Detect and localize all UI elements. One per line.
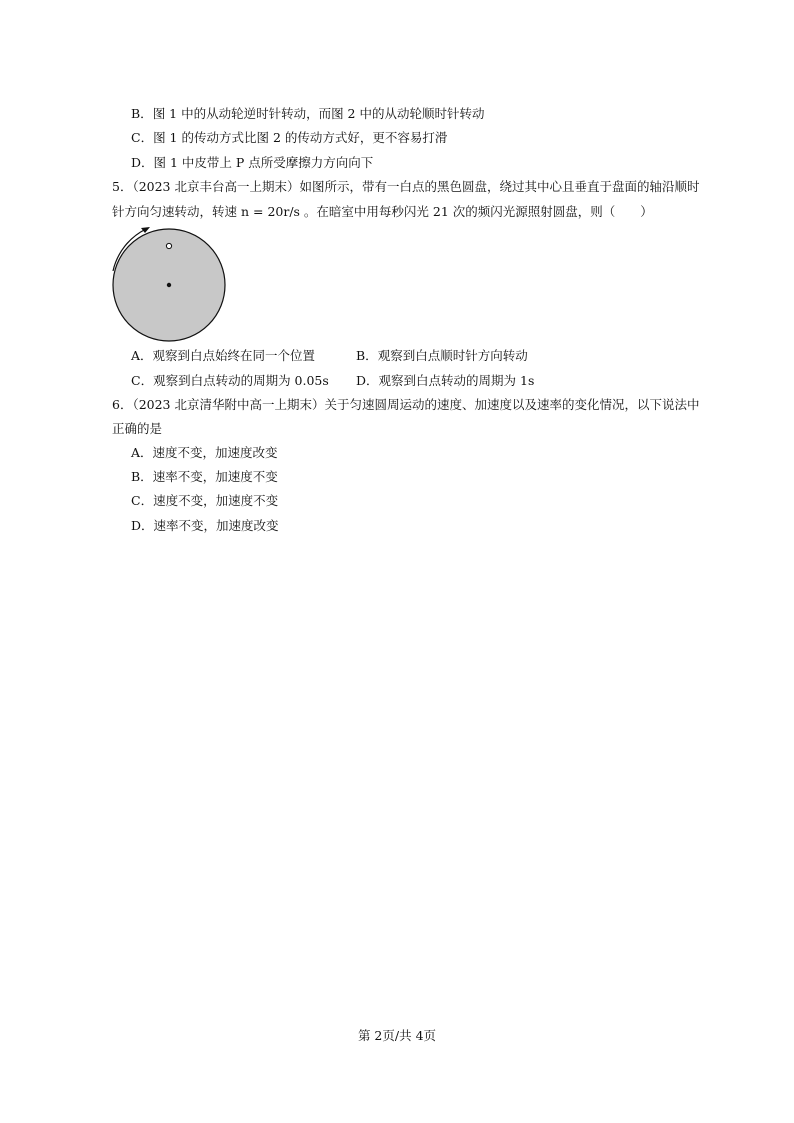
q5-option-b	[356, 348, 528, 364]
prev-option-b	[131, 106, 485, 122]
option-label: C．	[131, 493, 154, 508]
option-text: 图 1 中皮带上 P 点所受摩擦力方向向下	[153, 155, 374, 170]
q6-stem-line2	[112, 421, 162, 437]
option-text: 速度不变，加速度不变	[153, 493, 279, 508]
option-text: 图 1 中的从动轮逆时针转动，而图 2 中的从动轮顺时针转动	[152, 106, 485, 121]
q5-option-d	[356, 373, 534, 389]
q6-option-a	[131, 445, 278, 461]
option-label: D．	[131, 155, 154, 170]
page-number: 第 2页/共 4页	[357, 1028, 437, 1043]
white-spot	[166, 243, 171, 248]
q6-stem-line1	[112, 397, 700, 413]
question-text: 正确的是	[112, 421, 163, 436]
question-text: （2023 北京丰台高一上期末）如图所示，带有一白点的黑色圆盘，绕过其中心且垂直于盘面的轴沿顺时	[132, 179, 700, 194]
option-label: C．	[131, 373, 154, 388]
option-label: A．	[131, 348, 153, 363]
option-label: D．	[131, 518, 154, 533]
question-text: （2023 北京清华附中高一上期末）关于匀速圆周运动的速度、加速度以及速率的变化情况，以下说法中	[132, 397, 700, 412]
option-text: 图 1 的传动方式比图 2 的传动方式好，更不容易打滑	[153, 130, 448, 145]
option-label: D．	[356, 373, 379, 388]
q5-stem-line2	[112, 204, 653, 220]
q5-option-a	[131, 348, 315, 364]
option-text: 观察到白点顺时针方向转动	[377, 348, 528, 363]
prev-option-d	[131, 155, 373, 171]
question-number: 6．	[112, 397, 133, 412]
prev-option-c	[131, 130, 447, 146]
option-text: 速度不变，加速度改变	[152, 445, 278, 460]
option-label: B．	[131, 106, 153, 121]
option-label: C．	[131, 130, 154, 145]
option-text: 观察到白点转动的周期为 0.05s	[153, 373, 329, 388]
rotation-arrowhead-icon	[141, 227, 150, 233]
option-text: 速率不变，加速度改变	[153, 518, 279, 533]
option-label: B．	[131, 469, 153, 484]
option-label: B．	[356, 348, 378, 363]
q6-option-c	[131, 493, 278, 509]
q5-option-c	[131, 373, 329, 389]
question-text: 针方向匀速转动，转速 n = 20r/s 。在暗室中用每秒闪光 21 次的频闪光源照射圆盘，则（ ）	[112, 204, 653, 219]
q6-option-d	[131, 518, 279, 534]
option-label: A．	[131, 445, 153, 460]
q6-option-b	[131, 469, 278, 485]
option-text: 速率不变，加速度不变	[152, 469, 278, 484]
question-number: 5．	[112, 179, 133, 194]
q5-stem-line1	[112, 179, 700, 195]
option-text: 观察到白点始终在同一个位置	[152, 348, 316, 363]
rotating-disk-figure	[106, 222, 232, 342]
option-text: 观察到白点转动的周期为 1s	[378, 373, 535, 388]
page-footer	[0, 1026, 794, 1044]
center-dot	[167, 283, 171, 287]
